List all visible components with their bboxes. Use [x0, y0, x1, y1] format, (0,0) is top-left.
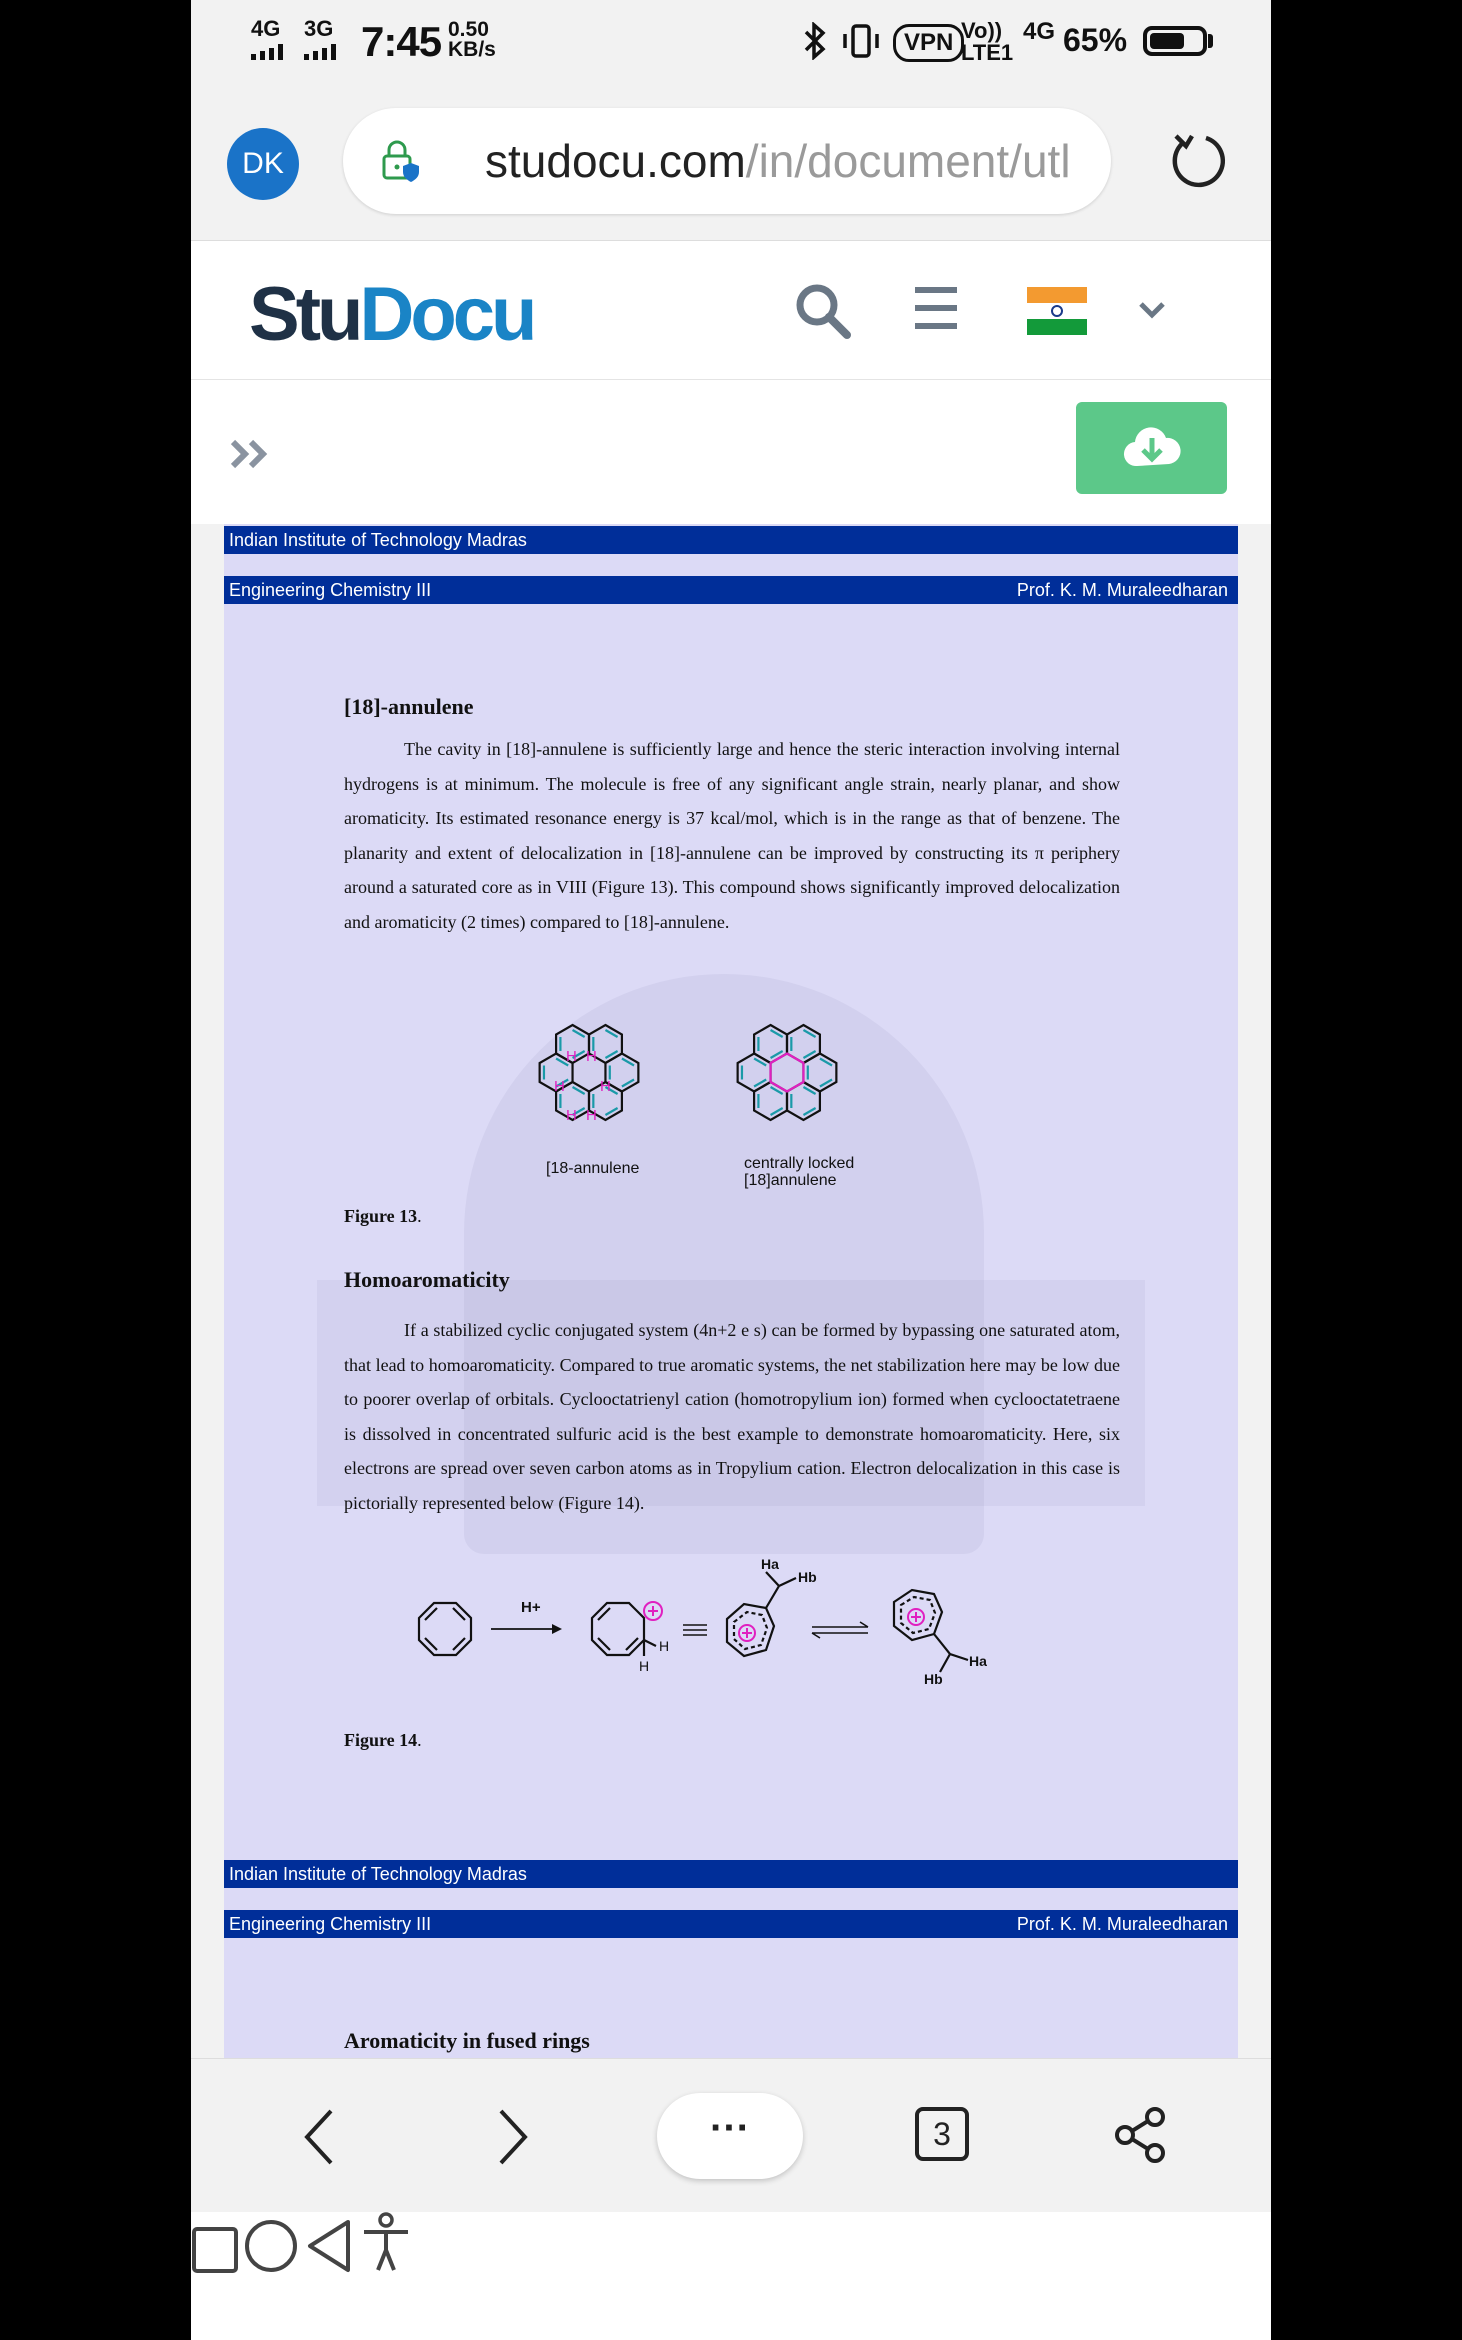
- institute-band-page-2: [224, 1860, 1238, 1888]
- figure-13-tail: .: [417, 1206, 422, 1226]
- paragraph-homoaromaticity: If a stabilized cyclic conjugated system (4n+2 e s) can be formed by bypassing one saturated atom, that lead to homoaromaticity. Compared to true aromatic systems, the net stabilization here may be low due to poorer overlap of orbitals. Cyclooctatrienyl cation (homotropylium ion) formed when cyclooctatetraene is dissolved in concentrated sulfuric acid is the best example to demonstrate homoaromaticity. Here, six electrons are spread over seven carbon atoms as in Tropylium cation. Electron delocalization in this case is pictorially represented below (Figure 14).: [344, 1320, 1120, 1513]
- course-name: Engineering Chemistry III: [229, 580, 432, 600]
- double-bond: [610, 1059, 634, 1087]
- battery-icon: [1143, 26, 1207, 56]
- paragraph-annulene: The cavity in [18]-annulene is sufficiently large and hence the steric interaction involving internal hydrogens is at minimum. The molecule is free of any significant angle strain, nearly planar, and show aromaticity. Its estimated resonance energy is 37 kcal/mol, which is in the range as that of benzene. The planarity and extent of delocalization in [18]-annulene can be improved by constructing its π periphery around a saturated core as in VIII (Figure 13). This compound shows significantly improved delocalization and aromaticity (2 times) compared to [18]-annulene.: [344, 739, 1120, 932]
- recent-apps-icon[interactable]: [191, 2226, 239, 2274]
- url-field[interactable]: [343, 108, 1111, 214]
- figure-14-caption: [344, 1730, 1120, 1751]
- network-4g-label: 4G: [251, 16, 281, 41]
- internal-hydrogen-label: H: [566, 1048, 577, 1065]
- signal-bars-1-icon: [251, 42, 287, 58]
- volte-indicator: [961, 20, 1013, 64]
- logo-stu: Stu: [249, 272, 360, 357]
- section-title-annulene: [18]-annulene: [344, 694, 474, 719]
- signal-bars-2-icon: [304, 42, 340, 58]
- vpn-badge: VPN: [893, 24, 964, 62]
- double-bond: [808, 1059, 832, 1087]
- battery-tip-icon: [1208, 34, 1213, 48]
- equivalence-icon: [683, 1625, 707, 1635]
- share-icon[interactable]: [1113, 2105, 1169, 2165]
- system-navigation-bar: [191, 2212, 1271, 2340]
- network-4g-right-label: 4G: [1023, 18, 1056, 45]
- volte-bottom-label: LTE1: [961, 40, 1014, 65]
- double-chevron-right-icon[interactable]: [229, 436, 273, 472]
- studocu-logo[interactable]: [249, 271, 533, 358]
- internal-hydrogen-label: H: [554, 1078, 565, 1095]
- figure-14-tail: .: [417, 1730, 422, 1750]
- clock: 7:45: [361, 18, 442, 65]
- system-back-icon[interactable]: [304, 2218, 354, 2274]
- avatar[interactable]: DK: [227, 128, 299, 200]
- bluetooth-icon: [803, 22, 827, 60]
- internal-hydrogen-label: H: [586, 1107, 597, 1124]
- volte-top-label: Vo)): [961, 18, 1003, 43]
- browser-address-bar: [191, 86, 1271, 240]
- locked-annulene-label-line2: [18]annulene: [744, 1172, 837, 1189]
- homotropylium-reaction-scheme: [394, 1554, 1014, 1724]
- course-band: [224, 576, 1238, 604]
- hydrogen-b-label-2: Hb: [924, 1671, 943, 1687]
- locked-annulene-label: [744, 1155, 854, 1189]
- professor-name-page-2: Prof. K. M. Muraleedharan: [1016, 1914, 1228, 1934]
- delocalized-form-1-structure: [727, 1572, 796, 1656]
- network-speed-value: 0.50: [448, 18, 489, 41]
- homotropylium-structure: [592, 1603, 656, 1656]
- cyclooctatetraene-structure: [419, 1603, 471, 1655]
- hydrogen-label-2: H: [639, 1658, 650, 1674]
- chevron-down-icon[interactable]: [1137, 299, 1167, 321]
- phone-screen: [191, 0, 1271, 2340]
- more-options-button[interactable]: ···: [657, 2093, 803, 2179]
- double-bond: [593, 1030, 617, 1058]
- battery-percent: 65%: [1063, 22, 1128, 58]
- locked-annulene-label-line1: centrally locked: [744, 1155, 855, 1172]
- tab-switcher-button[interactable]: 3: [915, 2107, 969, 2161]
- double-bond: [791, 1087, 815, 1115]
- course-band-page-2: [224, 1910, 1238, 1938]
- reload-icon[interactable]: [1166, 126, 1236, 196]
- reagent-label: H+: [521, 1599, 541, 1616]
- hamburger-menu-icon[interactable]: [911, 285, 963, 331]
- cloud-download-icon: [1121, 424, 1183, 472]
- delocalized-form-2-structure: [894, 1590, 968, 1672]
- annulene-18-structure: [524, 1014, 654, 1149]
- figure-13-caption: [344, 1206, 1120, 1227]
- professor-name: Prof. K. M. Muraleedharan: [1016, 580, 1228, 600]
- status-bar: [191, 0, 1271, 86]
- figure-13-label: Figure 13: [344, 1206, 418, 1226]
- institute-name: Indian Institute of Technology Madras: [229, 530, 527, 550]
- equilibrium-arrows-icon: [812, 1622, 868, 1638]
- india-flag-icon[interactable]: [1027, 287, 1087, 335]
- double-bond: [791, 1030, 815, 1058]
- annulene-label: [18-annulene: [546, 1160, 640, 1177]
- section-title-homoaromaticity: Homoaromaticity: [344, 1267, 510, 1292]
- section-title-fused-rings: Aromaticity in fused rings: [344, 2028, 590, 2053]
- url-domain: studocu.com: [485, 135, 746, 187]
- institute-band: [224, 526, 1238, 554]
- back-arrow-icon[interactable]: [299, 2107, 339, 2167]
- course-name-page-2: Engineering Chemistry III: [229, 1914, 432, 1934]
- figure-14-label: Figure 14: [344, 1730, 418, 1750]
- hydrogen-a-label-1: Ha: [761, 1556, 779, 1572]
- internal-hydrogen-label: H: [600, 1078, 611, 1095]
- double-bond: [758, 1030, 782, 1058]
- browser-bottom-nav: [191, 2058, 1271, 2213]
- institute-name-page-2: Indian Institute of Technology Madras: [229, 1864, 527, 1884]
- document-toolbar: [191, 380, 1271, 524]
- logo-docu: Docu: [359, 272, 534, 357]
- vibrate-icon: [841, 22, 881, 60]
- centrally-locked-annulene-structure: [722, 1014, 852, 1149]
- download-button[interactable]: [1076, 402, 1227, 494]
- hydrogen-label-1: H: [659, 1638, 670, 1654]
- double-bond: [742, 1059, 766, 1087]
- hydrogen-a-label-2: Ha: [969, 1653, 987, 1669]
- site-header: [191, 240, 1271, 381]
- forward-arrow-icon[interactable]: [493, 2107, 533, 2167]
- battery-level-fill: [1150, 33, 1184, 49]
- home-icon[interactable]: [243, 2218, 299, 2274]
- search-icon[interactable]: [793, 281, 853, 341]
- internal-hydrogen-label: H: [566, 1107, 577, 1124]
- lock-shield-icon: [379, 138, 423, 184]
- network-3g-label: 3G: [304, 16, 334, 41]
- url-path: /in/document/utl: [745, 135, 1071, 187]
- hydrogen-b-label-1: Hb: [798, 1569, 817, 1585]
- document-page: [224, 524, 1238, 2058]
- network-speed-unit: KB/s: [448, 38, 496, 61]
- document-viewer[interactable]: [191, 524, 1271, 2058]
- double-bond: [758, 1087, 782, 1115]
- internal-hydrogen-label: H: [586, 1048, 597, 1065]
- ring-bond: [771, 1054, 804, 1092]
- url-text: [485, 134, 1071, 188]
- accessibility-icon[interactable]: [358, 2212, 414, 2274]
- network-speed: [448, 20, 496, 60]
